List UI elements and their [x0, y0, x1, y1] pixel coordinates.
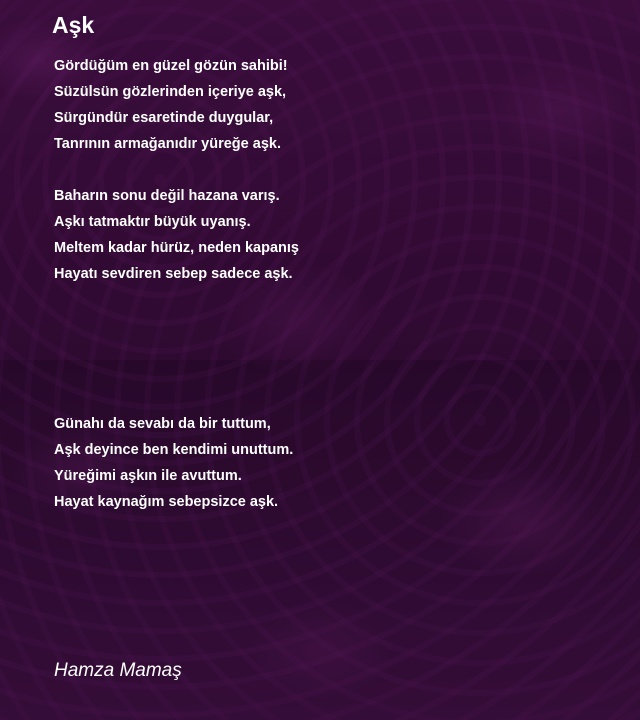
stanza-1 — [54, 53, 288, 157]
poem-line: Aşk deyince ben kendimi unuttum. — [54, 442, 294, 458]
poem-line: Tanrının armağanıdır yüreğe aşk. — [54, 136, 281, 152]
poem-author: Hamza Mamaş — [54, 660, 182, 681]
poem-line: Aşkı tatmaktır büyük uyanış. — [54, 214, 251, 230]
poem-line: Süzülsün gözlerinden içeriye aşk, — [54, 84, 287, 100]
poem-line: Hayatı sevdiren sebep sadece aşk. — [54, 266, 293, 282]
stanza-2 — [54, 183, 299, 287]
poem-line: Yüreğimi aşkın ile avuttum. — [54, 468, 242, 484]
poem-line: Meltem kadar hürüz, neden kapanış — [54, 240, 299, 256]
stanza-3 — [54, 411, 293, 515]
poem-line: Baharın sonu değil hazana varış. — [54, 188, 280, 204]
poem-title: Aşk — [52, 12, 95, 38]
poem-line: Günahı da sevabı da bir tuttum, — [54, 416, 271, 432]
poem-line: Sürgündür esaretinde duygular, — [54, 110, 274, 126]
poem-line: Gördüğüm en güzel gözün sahibi! — [54, 58, 288, 74]
poem-line: Hayat kaynağım sebepsizce aşk. — [54, 494, 279, 510]
